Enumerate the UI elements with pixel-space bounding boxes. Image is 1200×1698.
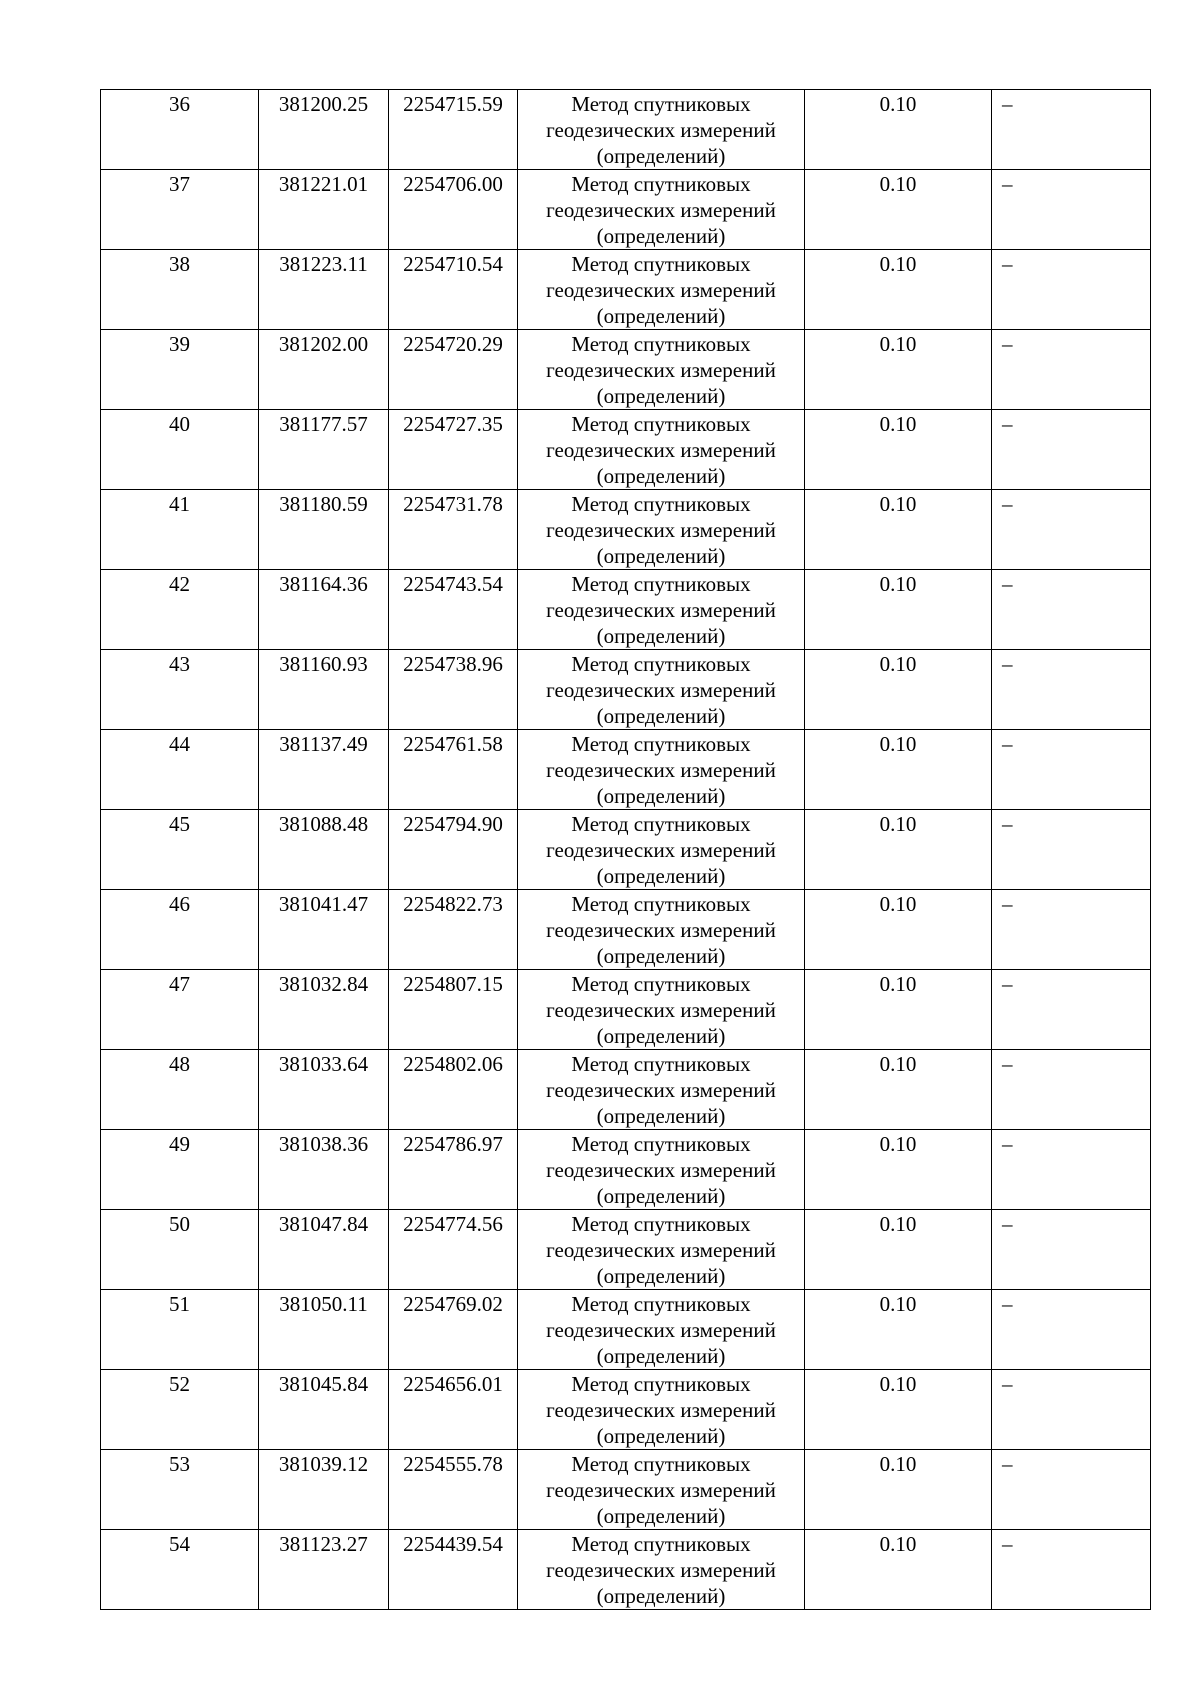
note-cell: – (992, 330, 1151, 410)
table-row (101, 90, 1151, 170)
y-coordinate-cell: 2254743.54 (389, 570, 518, 650)
y-coordinate-cell: 2254439.54 (389, 1530, 518, 1610)
point-number-cell: 39 (101, 330, 259, 410)
note-cell: – (992, 410, 1151, 490)
x-coordinate-cell: 381123.27 (259, 1530, 389, 1610)
note-cell: – (992, 490, 1151, 570)
point-number-cell: 54 (101, 1530, 259, 1610)
x-coordinate-cell: 381041.47 (259, 890, 389, 970)
point-number-cell: 52 (101, 1370, 259, 1450)
point-number-cell: 49 (101, 1130, 259, 1210)
y-coordinate-cell: 2254774.56 (389, 1210, 518, 1290)
table-row (101, 570, 1151, 650)
y-coordinate-cell: 2254710.54 (389, 250, 518, 330)
x-coordinate-cell: 381045.84 (259, 1370, 389, 1450)
method-cell: Метод спутниковых геодезических измерений (определений) (518, 330, 805, 410)
note-cell: – (992, 570, 1151, 650)
y-coordinate-cell: 2254656.01 (389, 1370, 518, 1450)
point-number-cell: 51 (101, 1290, 259, 1370)
point-number-cell: 38 (101, 250, 259, 330)
table-row (101, 1450, 1151, 1530)
accuracy-cell: 0.10 (805, 330, 992, 410)
x-coordinate-cell: 381223.11 (259, 250, 389, 330)
accuracy-cell: 0.10 (805, 730, 992, 810)
point-number-cell: 44 (101, 730, 259, 810)
y-coordinate-cell: 2254727.35 (389, 410, 518, 490)
table-row (101, 810, 1151, 890)
point-number-cell: 36 (101, 90, 259, 170)
point-number-cell: 42 (101, 570, 259, 650)
method-cell: Метод спутниковых геодезических измерений (определений) (518, 90, 805, 170)
accuracy-cell: 0.10 (805, 90, 992, 170)
point-number-cell: 48 (101, 1050, 259, 1130)
table-row (101, 650, 1151, 730)
accuracy-cell: 0.10 (805, 810, 992, 890)
accuracy-cell: 0.10 (805, 1370, 992, 1450)
x-coordinate-cell: 381221.01 (259, 170, 389, 250)
method-cell: Метод спутниковых геодезических измерений (определений) (518, 170, 805, 250)
method-cell: Метод спутниковых геодезических измерений (определений) (518, 1370, 805, 1450)
x-coordinate-cell: 381039.12 (259, 1450, 389, 1530)
method-cell: Метод спутниковых геодезических измерений (определений) (518, 1050, 805, 1130)
y-coordinate-cell: 2254802.06 (389, 1050, 518, 1130)
accuracy-cell: 0.10 (805, 970, 992, 1050)
y-coordinate-cell: 2254555.78 (389, 1450, 518, 1530)
table-row (101, 1290, 1151, 1370)
x-coordinate-cell: 381047.84 (259, 1210, 389, 1290)
y-coordinate-cell: 2254794.90 (389, 810, 518, 890)
y-coordinate-cell: 2254731.78 (389, 490, 518, 570)
accuracy-cell: 0.10 (805, 490, 992, 570)
method-cell: Метод спутниковых геодезических измерений (определений) (518, 250, 805, 330)
y-coordinate-cell: 2254769.02 (389, 1290, 518, 1370)
method-cell: Метод спутниковых геодезических измерений (определений) (518, 490, 805, 570)
x-coordinate-cell: 381180.59 (259, 490, 389, 570)
method-cell: Метод спутниковых геодезических измерений (определений) (518, 570, 805, 650)
x-coordinate-cell: 381202.00 (259, 330, 389, 410)
y-coordinate-cell: 2254822.73 (389, 890, 518, 970)
table-row (101, 890, 1151, 970)
point-number-cell: 43 (101, 650, 259, 730)
y-coordinate-cell: 2254720.29 (389, 330, 518, 410)
note-cell: – (992, 1370, 1151, 1450)
x-coordinate-cell: 381177.57 (259, 410, 389, 490)
accuracy-cell: 0.10 (805, 410, 992, 490)
x-coordinate-cell: 381033.64 (259, 1050, 389, 1130)
y-coordinate-cell: 2254738.96 (389, 650, 518, 730)
x-coordinate-cell: 381137.49 (259, 730, 389, 810)
table-row (101, 1130, 1151, 1210)
y-coordinate-cell: 2254706.00 (389, 170, 518, 250)
note-cell: – (992, 1210, 1151, 1290)
y-coordinate-cell: 2254761.58 (389, 730, 518, 810)
table-row (101, 1210, 1151, 1290)
method-cell: Метод спутниковых геодезических измерений (определений) (518, 1290, 805, 1370)
accuracy-cell: 0.10 (805, 890, 992, 970)
point-number-cell: 47 (101, 970, 259, 1050)
note-cell: – (992, 90, 1151, 170)
method-cell: Метод спутниковых геодезических измерений (определений) (518, 410, 805, 490)
method-cell: Метод спутниковых геодезических измерений (определений) (518, 730, 805, 810)
x-coordinate-cell: 381200.25 (259, 90, 389, 170)
point-number-cell: 53 (101, 1450, 259, 1530)
note-cell: – (992, 1130, 1151, 1210)
point-number-cell: 37 (101, 170, 259, 250)
method-cell: Метод спутниковых геодезических измерений (определений) (518, 970, 805, 1050)
point-number-cell: 41 (101, 490, 259, 570)
note-cell: – (992, 890, 1151, 970)
table-row (101, 170, 1151, 250)
accuracy-cell: 0.10 (805, 650, 992, 730)
point-number-cell: 40 (101, 410, 259, 490)
method-cell: Метод спутниковых геодезических измерений (определений) (518, 1450, 805, 1530)
accuracy-cell: 0.10 (805, 1050, 992, 1130)
note-cell: – (992, 650, 1151, 730)
x-coordinate-cell: 381038.36 (259, 1130, 389, 1210)
accuracy-cell: 0.10 (805, 1530, 992, 1610)
x-coordinate-cell: 381088.48 (259, 810, 389, 890)
table-row (101, 1050, 1151, 1130)
point-number-cell: 45 (101, 810, 259, 890)
x-coordinate-cell: 381164.36 (259, 570, 389, 650)
x-coordinate-cell: 381032.84 (259, 970, 389, 1050)
accuracy-cell: 0.10 (805, 170, 992, 250)
table-row (101, 250, 1151, 330)
method-cell: Метод спутниковых геодезических измерений (определений) (518, 1210, 805, 1290)
note-cell: – (992, 1450, 1151, 1530)
table-row (101, 490, 1151, 570)
accuracy-cell: 0.10 (805, 1290, 992, 1370)
accuracy-cell: 0.10 (805, 250, 992, 330)
table-row (101, 1530, 1151, 1610)
note-cell: – (992, 730, 1151, 810)
table-row (101, 730, 1151, 810)
y-coordinate-cell: 2254786.97 (389, 1130, 518, 1210)
coordinates-table (100, 89, 1151, 1610)
x-coordinate-cell: 381160.93 (259, 650, 389, 730)
accuracy-cell: 0.10 (805, 1130, 992, 1210)
table-row (101, 330, 1151, 410)
note-cell: – (992, 170, 1151, 250)
method-cell: Метод спутниковых геодезических измерений (определений) (518, 650, 805, 730)
note-cell: – (992, 1050, 1151, 1130)
accuracy-cell: 0.10 (805, 1450, 992, 1530)
table-row (101, 1370, 1151, 1450)
note-cell: – (992, 970, 1151, 1050)
method-cell: Метод спутниковых геодезических измерений (определений) (518, 890, 805, 970)
note-cell: – (992, 810, 1151, 890)
table-row (101, 410, 1151, 490)
y-coordinate-cell: 2254715.59 (389, 90, 518, 170)
method-cell: Метод спутниковых геодезических измерений (определений) (518, 1530, 805, 1610)
method-cell: Метод спутниковых геодезических измерений (определений) (518, 810, 805, 890)
accuracy-cell: 0.10 (805, 570, 992, 650)
note-cell: – (992, 250, 1151, 330)
point-number-cell: 50 (101, 1210, 259, 1290)
coordinates-table-body (101, 90, 1151, 1610)
y-coordinate-cell: 2254807.15 (389, 970, 518, 1050)
accuracy-cell: 0.10 (805, 1210, 992, 1290)
method-cell: Метод спутниковых геодезических измерений (определений) (518, 1130, 805, 1210)
note-cell: – (992, 1530, 1151, 1610)
x-coordinate-cell: 381050.11 (259, 1290, 389, 1370)
table-row (101, 970, 1151, 1050)
point-number-cell: 46 (101, 890, 259, 970)
note-cell: – (992, 1290, 1151, 1370)
